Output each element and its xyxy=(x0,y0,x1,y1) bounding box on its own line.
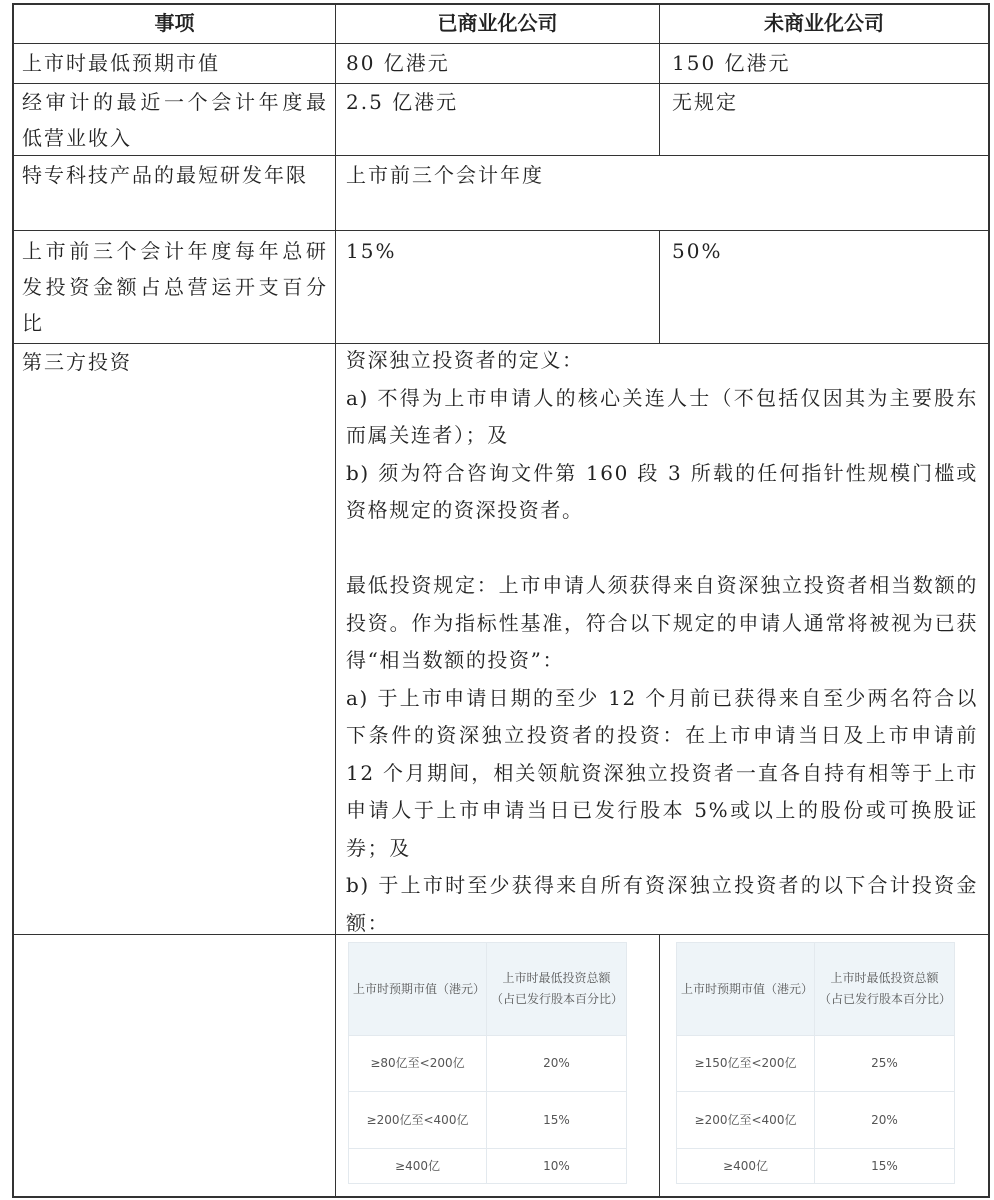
row-divider-4 xyxy=(12,230,990,231)
third-party-description xyxy=(346,342,978,942)
paragraph-gap xyxy=(346,530,978,568)
col-divider-1 xyxy=(335,3,336,1198)
definition-heading: 资深独立投资者的定义： xyxy=(346,348,584,372)
row-label-rd-ratio: 上市前三个会计年度每年总研发投资金额占总营运开支百分比 xyxy=(22,239,328,335)
threshold-range: ≥400亿 xyxy=(349,1149,487,1184)
threshold-range: ≥80亿至<200亿 xyxy=(349,1036,487,1092)
value-rd-ratio-commercialized: 15% xyxy=(346,239,397,263)
value-rd-period: 上市前三个会计年度 xyxy=(346,163,544,187)
table-row xyxy=(349,1149,627,1184)
row-label-rd-period: 特专科技产品的最短研发年限 xyxy=(22,163,308,187)
table-row xyxy=(677,1092,955,1149)
threshold-header-market-cap: 上市时预期市值（港元） xyxy=(677,943,815,1036)
header-item: 事项 xyxy=(154,11,195,35)
row-label-third-party: 第三方投资 xyxy=(22,350,132,374)
threshold-pct: 15% xyxy=(487,1092,627,1149)
table-border-bottom xyxy=(12,1196,990,1198)
threshold-range: ≥200亿至<400亿 xyxy=(349,1092,487,1149)
row-divider-1 xyxy=(12,43,990,44)
definition-a: a) 不得为上市申请人的核心关连人士（不包括仅因其为主要股东而属关连者）；及 xyxy=(346,385,978,447)
threshold-pct: 25% xyxy=(815,1036,955,1092)
value-rd-ratio-pre-commercial: 50% xyxy=(672,239,723,263)
row-label-revenue: 经审计的最近一个会计年度最低营业收入 xyxy=(22,90,328,150)
col-divider-2b xyxy=(659,230,660,343)
table-row xyxy=(677,1036,955,1092)
threshold-table-pre-commercial xyxy=(676,942,955,1184)
threshold-pct: 15% xyxy=(815,1149,955,1184)
row-label-market-cap: 上市时最低预期市值 xyxy=(22,51,220,75)
threshold-range: ≥400亿 xyxy=(677,1149,815,1184)
min-investment-b: b) 于上市时至少获得来自所有资深独立投资者的以下合计投资金额： xyxy=(346,873,978,935)
table-row xyxy=(349,1092,627,1149)
table-border-top xyxy=(12,3,990,5)
threshold-pct: 10% xyxy=(487,1149,627,1184)
table-border-right xyxy=(988,3,990,1198)
value-revenue-commercialized: 2.5 亿港元 xyxy=(346,90,459,114)
value-revenue-pre-commercial: 无规定 xyxy=(672,90,738,114)
threshold-pct: 20% xyxy=(487,1036,627,1092)
min-investment-a: a) 于上市申请日期的至少 12 个月前已获得来自至少两名符合以下条件的资深独立投资者的投资：在上市申请当日及上市申请前 12 个月期间，相关领航资深独立投资者一直各自持有相等于上市申请人于上市申请当日已发行股本 5%或以上的股份或可换股证券；及 xyxy=(346,685,978,860)
threshold-range: ≥200亿至<400亿 xyxy=(677,1092,815,1149)
table-row xyxy=(677,1149,955,1184)
header-commercialized: 已商业化公司 xyxy=(437,11,558,35)
threshold-header-min-investment: 上市时最低投资总额（占已发行股本百分比） xyxy=(815,943,955,1036)
definition-b: b) 须为符合咨询文件第 160 段 3 所载的任何指针性规模门槛或资格规定的资深投资者。 xyxy=(346,460,978,522)
col-divider-2c xyxy=(659,934,660,1198)
threshold-table-commercialized xyxy=(348,942,627,1184)
threshold-pct: 20% xyxy=(815,1092,955,1149)
header-pre-commercial: 未商业化公司 xyxy=(764,11,884,35)
threshold-range: ≥150亿至<200亿 xyxy=(677,1036,815,1092)
threshold-header-market-cap: 上市时预期市值（港元） xyxy=(349,943,487,1036)
value-market-cap-pre-commercial: 150 亿港元 xyxy=(672,51,791,75)
table-row xyxy=(349,1036,627,1092)
min-investment-intro: 最低投资规定：上市申请人须获得来自资深独立投资者相当数额的投资。作为指标性基准，符合以下规定的申请人通常将被视为已获得“相当数额的投资”： xyxy=(346,573,978,672)
value-market-cap-commercialized: 80 亿港元 xyxy=(346,51,450,75)
threshold-header-min-investment: 上市时最低投资总额（占已发行股本百分比） xyxy=(487,943,627,1036)
table-border-left xyxy=(12,3,14,1198)
